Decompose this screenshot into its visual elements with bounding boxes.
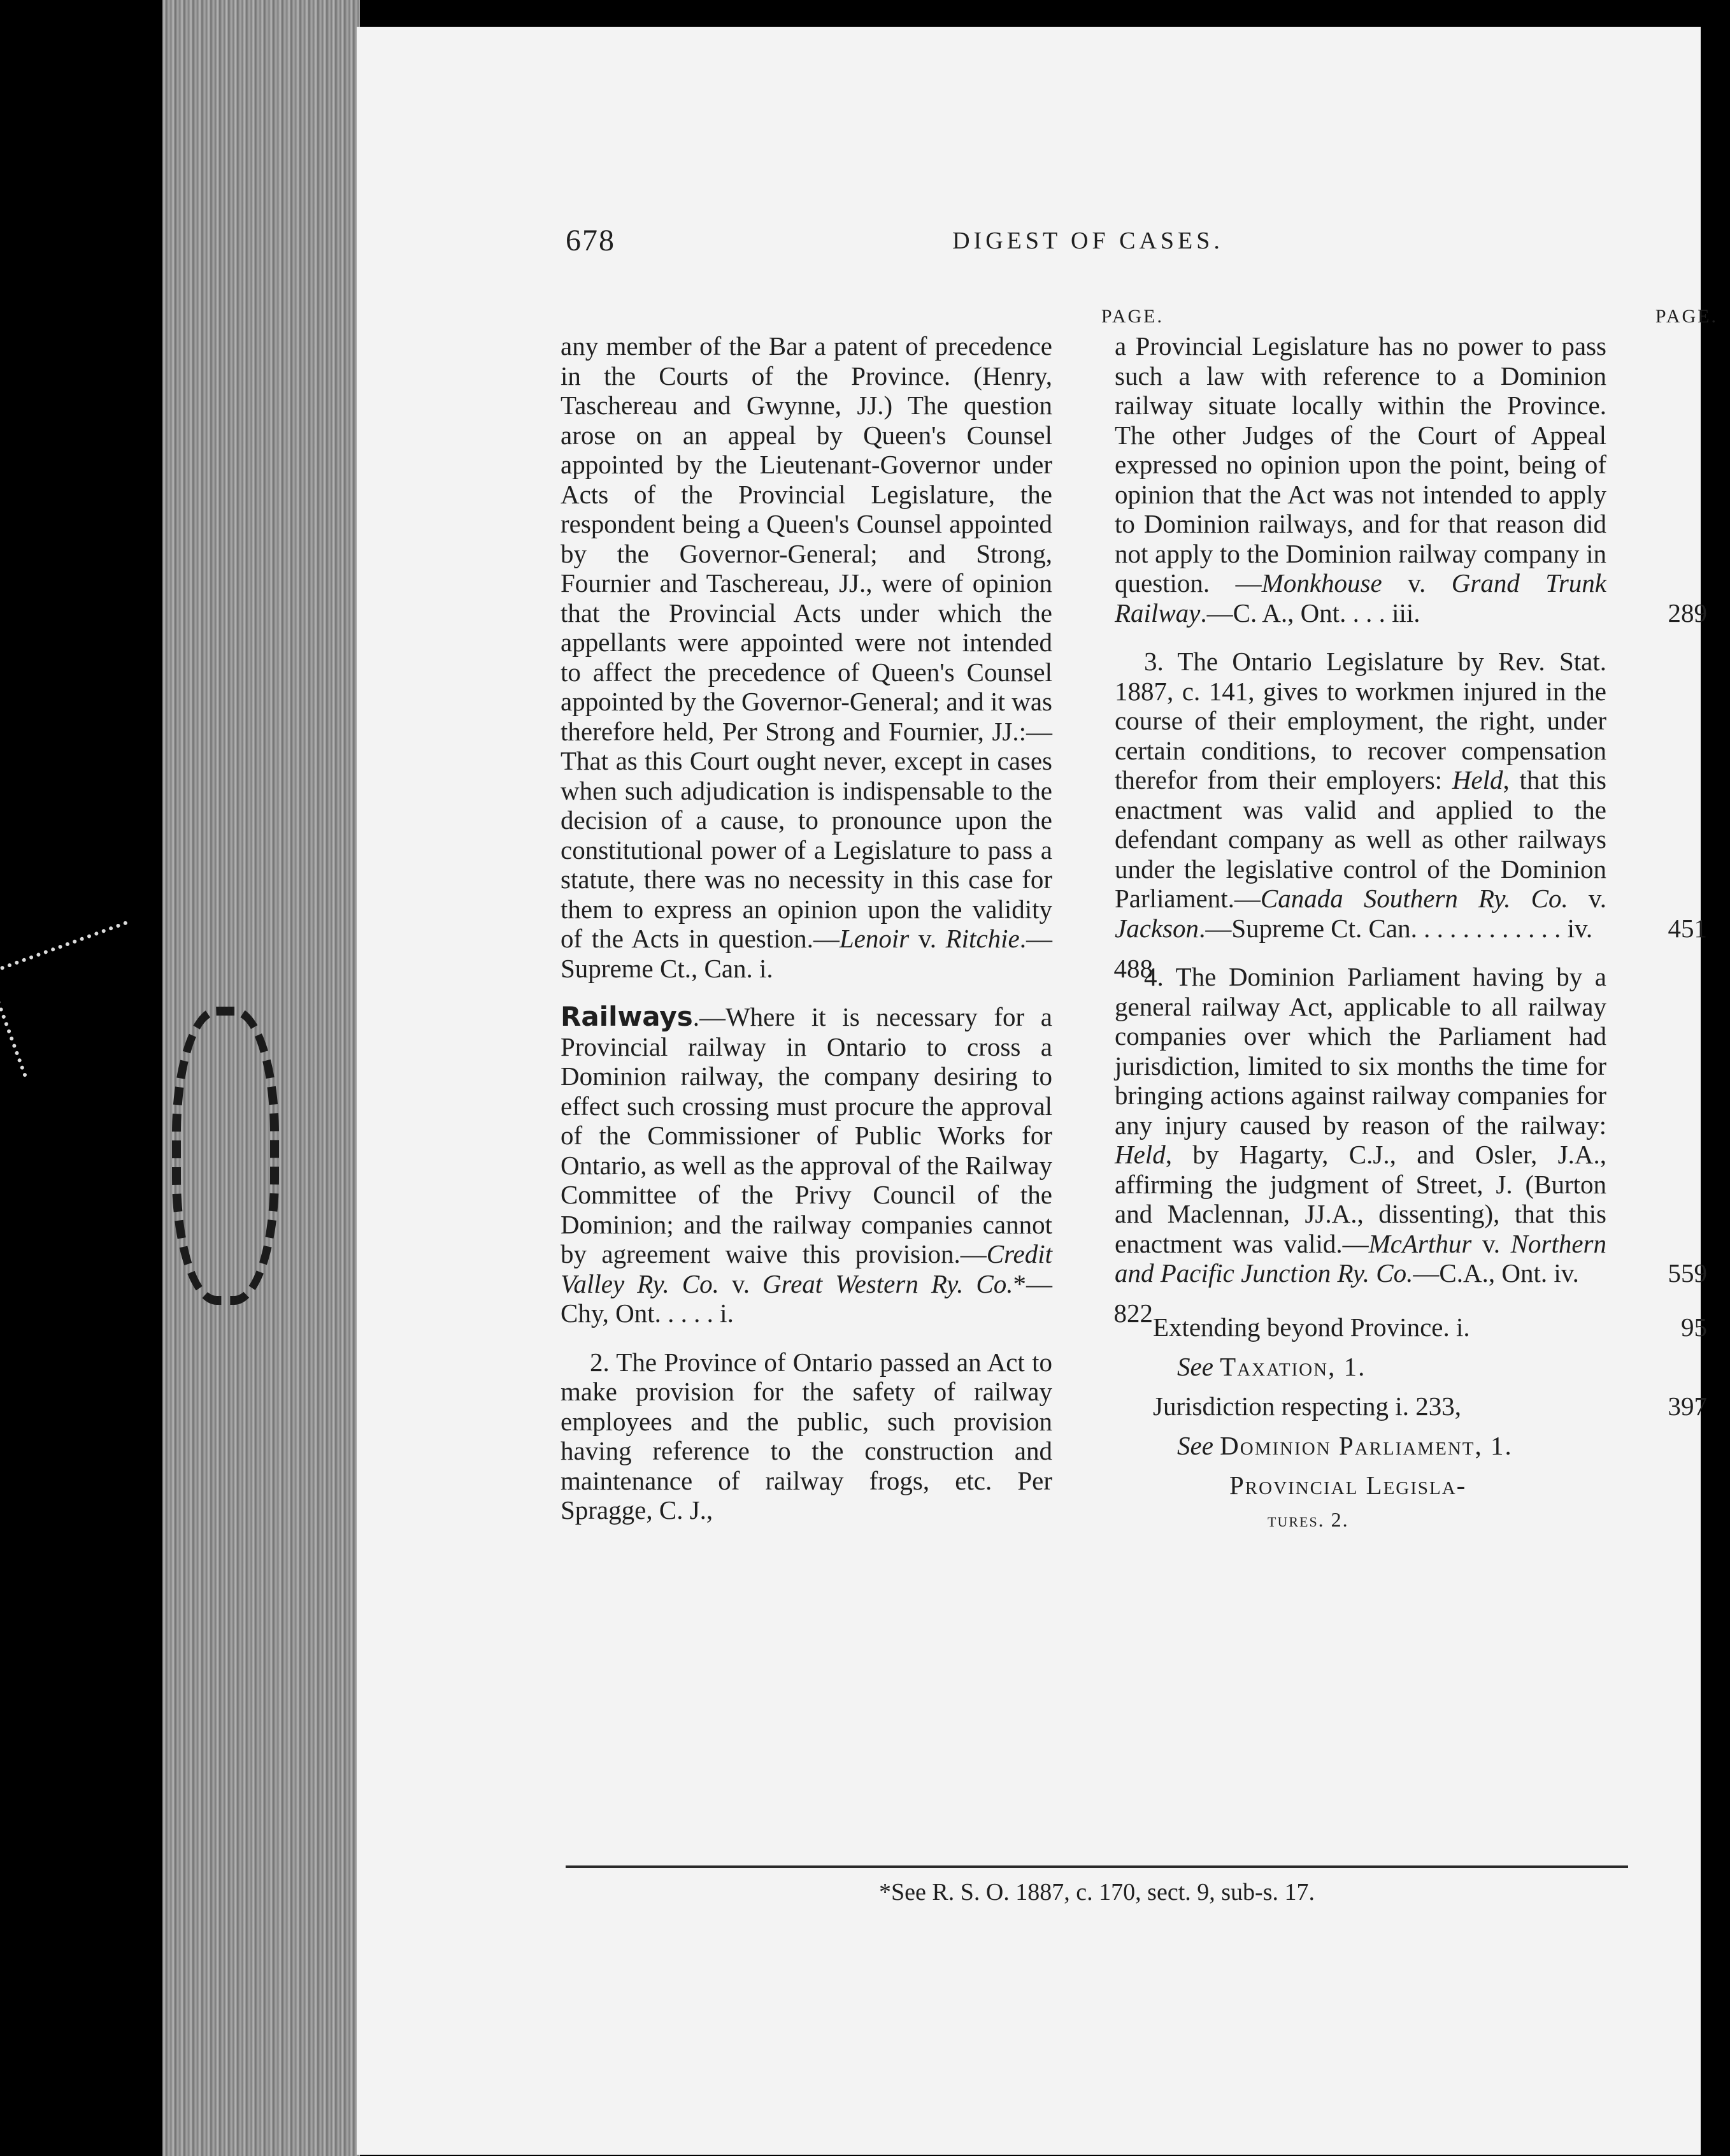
entry-text: , that this enactment was valid and applied to the defendant company as well as other railways under the legislative control of the Dominion Parliament.— (1115, 765, 1607, 913)
case-party: Canada Southern Ry. Co. (1260, 884, 1568, 913)
held: Held (1115, 1140, 1166, 1169)
library-stamp (172, 1007, 279, 1305)
case-party: McArthur (1368, 1228, 1472, 1258)
court-citation: .—Supreme Ct., Can. i. (561, 924, 1052, 983)
case-party: Grand Trunk Railway (1115, 568, 1606, 628)
entry-text: a Provincial Legislature has no power to pass such a law with reference to a Dominion railway situate locally within the Province. The other Judges of the Court of Appeal expressed no opinion upon the point, being of opinion that the Act was not intended to apply to Dominion railways, and for that reason did not apply to the Dominion railway company in question. — (1115, 331, 1606, 598)
entry-text: 4. The Dominion Parliament having by a general railway Act, applicable to all railway companies over which the Parliament had jurisdiction, limited to six months the time for bringing actions against railway companies for any injury caused by reason of the railway: (1115, 962, 1606, 1140)
entry-text: 3. The Ontario Legislature by Rev. Stat. 1887, c. 141, gives to workmen injured in the course of their employment, the right, under certain conditions, to recover compensation therefor from their employers: (1115, 647, 1606, 794)
subentry-extending-beyond-province (1115, 1307, 1707, 1347)
page-reference: 559 (1668, 1258, 1707, 1288)
court-citation: —C.A., Ont. iv. (1413, 1258, 1579, 1288)
right-column (1115, 306, 1718, 1532)
see-label: See (1177, 1351, 1213, 1381)
case-party: Jackson (1115, 913, 1199, 943)
case-party: Monkhouse (1261, 568, 1382, 598)
cross-reference (1115, 1347, 1606, 1386)
page-reference: 397 (1668, 1391, 1707, 1421)
running-title: DIGEST OF CASES. (952, 227, 1224, 254)
headword: Railways (561, 1001, 693, 1032)
margin-scribble (0, 921, 165, 1077)
see-label: See (1177, 1430, 1213, 1460)
entry-railways-4 (1115, 962, 1707, 1288)
footnote: *See R. S. O. 1887, c. 170, sect. 9, sub-s. 17. (879, 1879, 1315, 1906)
case-party: Ritchie (945, 924, 1020, 953)
cross-reference (1115, 1465, 1606, 1505)
entry-railways-3 (1115, 647, 1707, 943)
court-citation: *—Chy, Ont. . . . . i. (561, 1268, 1052, 1328)
page-column-label: PAGE. (1655, 306, 1718, 327)
court-citation: .—C. A., Ont. . . . iii. (1200, 598, 1420, 628)
versus: v. (909, 924, 946, 953)
subentry-jurisdiction-respecting (1115, 1386, 1707, 1426)
versus: v. (1568, 884, 1606, 913)
cross-reference-target: Dominion Parliament, 1. (1220, 1430, 1513, 1460)
cross-reference (1115, 1426, 1606, 1465)
subentry-text: Jurisdiction respecting i. 233, (1153, 1391, 1461, 1421)
page-column-label: PAGE. (1101, 306, 1164, 327)
case-party: Lenoir (839, 924, 910, 953)
case-party: Northern and Pacific Junction Ry. Co. (1115, 1228, 1606, 1288)
versus: v. (1471, 1228, 1511, 1258)
footnote-rule (566, 1865, 1628, 1868)
running-head (566, 223, 1610, 268)
page-reference: 451 (1668, 913, 1707, 943)
entry-precedence-continued (561, 331, 1153, 983)
cross-reference-target: Taxation, 1. (1220, 1351, 1366, 1381)
entry-text: any member of the Bar a patent of precedence in the Courts of the Province. (Henry, Taschereau and Gwynne, JJ.) The question arose on an appeal by Queen's Counsel appointed by the Lieutenant-Governor under Acts of the Provincial Legislature, the respondent being a Queen's Counsel appointed by the Governor-General; and Strong, Fournier and Taschereau, JJ., were of opinion that the Provincial Acts under which the appellants were appointed were not intended to affect the precedence of Queen's Counsel appointed by the Governor-General; and it was therefore held, Per Strong and Fournier, JJ.:—That as this Court ought never, except in cases when such adjudication is indispensable to the decision of a cause, to pronounce upon the constitutional power of a Legislature to pass a statute, there was no necessity in this case for them to express an opinion upon the validity of the Acts in question.— (561, 331, 1052, 953)
page-reference: 289 (1668, 598, 1707, 628)
cross-reference-continued (1115, 1505, 1606, 1532)
cross-reference-target: tures. 2. (1268, 1507, 1349, 1531)
court-citation: .—Supreme Ct. Can. . . . . . . . . . . . iv. (1199, 913, 1593, 943)
versus: v. (1382, 568, 1452, 598)
entry-text: 2. The Province of Ontario passed an Act to make provision for the safety of railway employees and the public, such provision having reference to the construction and maintenance of railway frogs, etc. Per Spragge, C. J., (561, 1347, 1052, 1525)
page-number: 678 (566, 224, 615, 257)
case-party: Credit Valley Ry. Co. (561, 1239, 1052, 1298)
entry-text: , by Hagarty, C.J., and Osler, J.A., affirming the judgment of Street, J. (Burton and Maclennan, JJ.A., dissenting), that this enactment was valid.— (1115, 1140, 1606, 1258)
subentry-text: Extending beyond Province. i. (1153, 1312, 1470, 1342)
entry-text: .—Where it is necessary for a Provincial railway in Ontario to cross a Dominion railway, the company desiring to effect such crossing must procure the approval of the Commissioner of Public Works for Ontario, as well as the approval of the Railway Committee of the Privy Council of the Dominion; and the railway companies cannot by agreement waive this provision.— (561, 1002, 1052, 1268)
case-party: Great Western Ry. Co. (762, 1268, 1013, 1298)
page-reference: 488 (1113, 953, 1153, 983)
page-reference: 95 (1681, 1312, 1707, 1342)
entry-railways-2 (561, 1348, 1052, 1525)
entry-railways-2-continued (1115, 331, 1707, 628)
versus: v. (718, 1268, 763, 1298)
page-reference: 822 (1113, 1298, 1153, 1328)
cross-reference-target: Provincial Legisla- (1229, 1470, 1467, 1500)
held: Held (1452, 765, 1503, 794)
